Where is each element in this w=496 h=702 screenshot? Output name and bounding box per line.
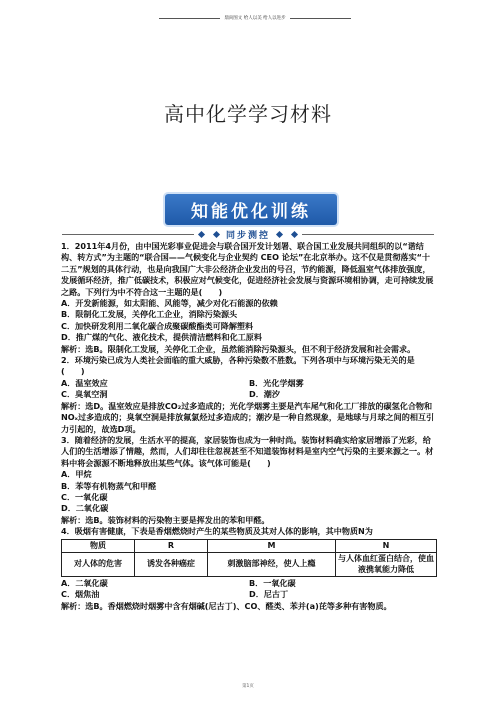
- diamond-icon: [198, 230, 205, 237]
- question-stem: 3．随着经济的发展，生活水平的提高，家居装饰也成为一种时尚。装饰材料确实给家居增添了光彩，给人们的生活增添了情趣，然而，人们却往往忽视甚至不知道装饰材料是室内空气污染的主要来源之一。材料中将会源源不断地释放出某些气体。该气体可能是( ): [61, 434, 434, 468]
- question-stem: 1．2011年4月份，由中国光彩事业促进会与联合国开发计划署、联合国工业发展共同组织的以“谐结构、转方式”为主题的“联合国——气候变化与企业契约 CEO 论坛”在北京举办。这不仅是贯彻落实“十二五”规划的具体行动，也是向我国广大非公经济企业发出的号召，节约能源，降低温室气体排放强度，发展循环经济，推广低碳技术，积极应对气候变化，促进经济社会发展与资源环境相协调，走可持续发展之路。下列行为中不符合这一主题的是( ): [61, 241, 434, 297]
- question-option: A．温室效应: [61, 377, 108, 388]
- question-list: [61, 241, 437, 612]
- table-header: M: [207, 539, 335, 553]
- header-text: 鼎尚图文 给人以美 给人以进步: [224, 16, 286, 21]
- option-row: [61, 389, 437, 400]
- question-analysis: 解析：选B。装饰材料的污染物主要是挥发出的苯和甲醛。: [61, 514, 270, 525]
- header-rule-right: [290, 18, 351, 19]
- page-header: [155, 13, 355, 23]
- question-option: B．一氧化碳: [249, 578, 296, 589]
- table-header: 物质: [62, 539, 135, 553]
- question-analysis: 解析：选B。香烟燃烧时烟雾中含有烟碱(尼古丁)、CO、醛类、苯并(a)芘等多种有害物质。: [61, 600, 392, 611]
- document-title: 高中化学学习材料: [164, 102, 332, 126]
- question-option: D．推广煤的气化、液化技术，提供清洁燃料和化工原料: [61, 332, 262, 343]
- page-footer: 第1页: [242, 684, 254, 689]
- question-option: D．潮汐: [249, 389, 280, 400]
- question-option: A．开发新能源，如太阳能、风能等，减少对化石能源的依赖: [61, 298, 278, 309]
- section-banner: [165, 194, 337, 225]
- question-stem: 2．环境污染已成为人类社会面临的重大威胁，各种污染数不胜数。下列各项中与环境污染无关的是( ): [61, 355, 415, 377]
- sub-banner-label: 同步测控: [226, 230, 271, 241]
- question-option: C．烟焦油: [61, 589, 100, 600]
- option-row: [61, 589, 437, 600]
- question-option: B．光化学烟雾: [249, 377, 304, 388]
- table-row: [62, 553, 437, 577]
- diamond-icon: [213, 230, 220, 237]
- question-option: C．一氧化碳: [61, 491, 108, 502]
- option-row: [61, 578, 437, 589]
- sub-banner-rule-right: [302, 234, 434, 235]
- question-analysis: 解析：选D。温室效应是排放CO₂过多造成的；光化学烟雾主要是汽车尾气和化工厂排放的碳氢化合物和NOₓ过多造成的；臭氧空洞是排放氟氯烃过多造成的；潮汐是一种自然现象，是地球与月球之间的相互引力引起的，故选D项。: [61, 400, 435, 434]
- option-row: [61, 378, 437, 389]
- header-rule-left: [159, 18, 220, 19]
- table-cell: 对人体的危害: [62, 553, 135, 577]
- table-cell: 诱发各种癌症: [134, 553, 207, 577]
- question-option: A．二氧化碳: [61, 578, 108, 589]
- question-option: D．尼古丁: [249, 589, 289, 600]
- question-analysis: 解析：选B。限制化工发展，关停化工企业，虽然能消除污染源头，但不利于经济发展和社会需求。: [61, 343, 416, 354]
- question-option: A．甲烷: [61, 469, 92, 480]
- question-option: B．苯等有机物蒸气和甲醛: [61, 480, 157, 491]
- diamond-icon: [291, 230, 298, 237]
- sub-banner-rule-left: [62, 234, 194, 235]
- sub-banner: [62, 228, 434, 240]
- question-option: C．加快研发利用二氧化碳合成聚碳酸酯类可降解塑料: [61, 320, 254, 331]
- table-header: N: [336, 539, 437, 553]
- substance-table: [61, 539, 437, 578]
- table-header: R: [134, 539, 207, 553]
- table-cell: 与人体血红蛋白结合，使血液携氧能力降低: [336, 553, 437, 577]
- question-option: C．臭氧空洞: [61, 389, 108, 400]
- banner-label: 知能优化训练: [191, 202, 311, 222]
- question-option: D．二氧化碳: [61, 503, 109, 514]
- table-header-row: [62, 539, 437, 553]
- table-cell: 刺激脑部神经，使人上瘾: [207, 553, 335, 577]
- question-option: B．限制化工发展，关停化工企业，消除污染源头: [61, 309, 238, 320]
- question-stem: 4．吸烟有害健康，下表是香烟燃烧时产生的某些物质及其对人体的影响，其中物质N为: [61, 526, 373, 537]
- diamond-icon: [276, 230, 283, 237]
